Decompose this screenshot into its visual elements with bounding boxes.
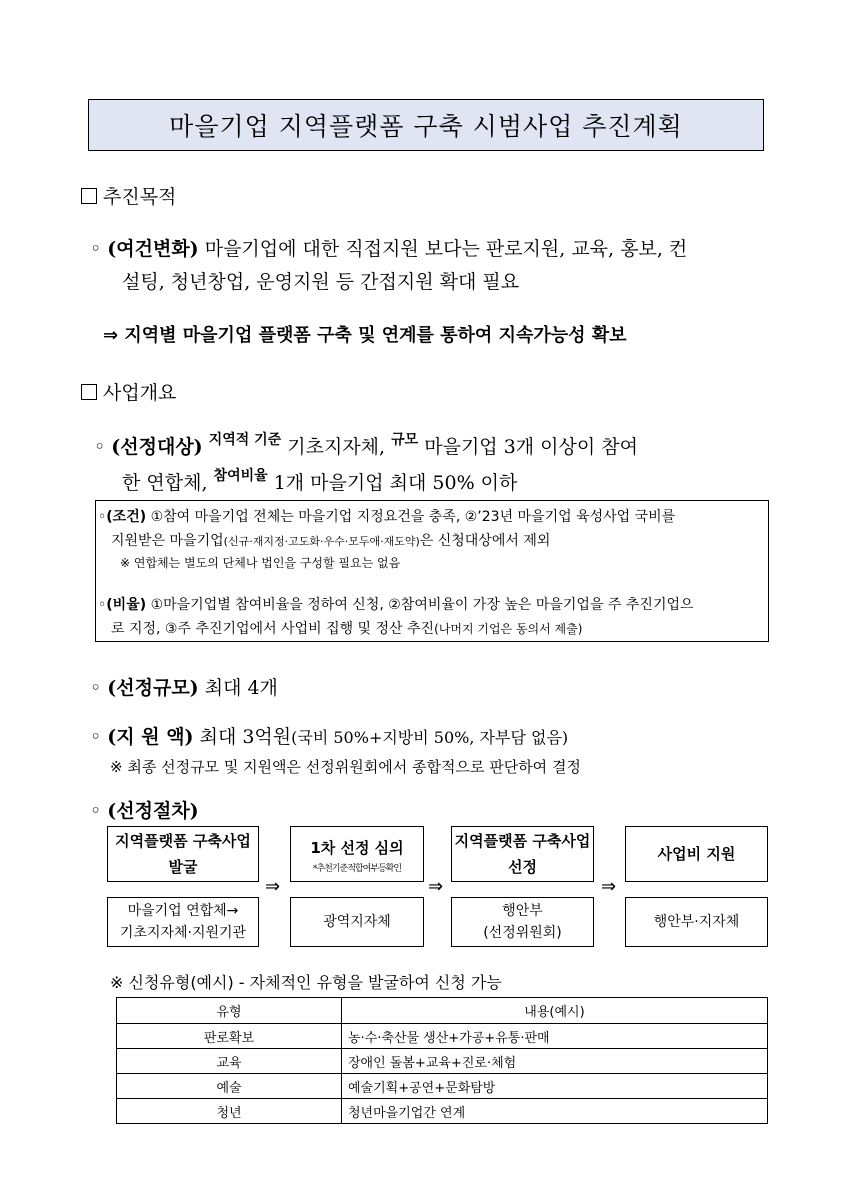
table-cell-type: 예술 (117, 1074, 342, 1099)
ratio-line1: ◦(비율) ①마을기업별 참여비율을 정하여 신청, ②참여비율이 가장 높은 마을기업을 주 추진기업으 (98, 597, 694, 613)
table-header-content: 내용(예시) (342, 998, 768, 1024)
selection-procedure: ◦ (선정절차) (90, 800, 199, 822)
table-cell-type: 판로확보 (117, 1024, 342, 1049)
table-header-row (117, 998, 768, 1024)
table-row (117, 1074, 768, 1099)
flow-step1-box: 지역플랫폼 구축사업 발굴 (107, 826, 259, 882)
section-header-purpose: 추진목적 (81, 182, 176, 209)
flow-step2-actor: 광역지자체 (290, 897, 424, 947)
table-cell-content: 예술기획+공연+문화탐방 (342, 1074, 768, 1099)
selection-target-line1: ◦ (선정대상) $^{지역적 기준}$ 기초지자체, $^{규모}$ 마을기업 3개 이상이 참여 (94, 432, 638, 458)
flow-step1-actor: 마을기업 연합체→ 기초지자체·지원기관 (107, 897, 259, 947)
table-row (117, 1049, 768, 1074)
table-cell-type: 청년 (117, 1099, 342, 1124)
condition-line2: 지원받은 마을기업(신규·재지정·고도화·우수·모두애·재도약)은 신청대상에서 제외 (111, 533, 551, 549)
types-table (116, 997, 768, 1124)
circle-bullet-icon: ◦ (90, 238, 102, 260)
amount-note: ※ 최종 선정규모 및 지원액은 선정위원회에서 종합적으로 판단하여 결정 (110, 758, 581, 776)
table-cell-content: 장애인 돌봄+교육+진로·체험 (342, 1049, 768, 1074)
square-bullet-icon (81, 188, 97, 204)
table-header-type: 유형 (117, 998, 342, 1024)
table-row (117, 1099, 768, 1124)
purpose-bullet-line2: 설팅, 청년창업, 운영지원 등 간접지원 확대 필요 (122, 271, 520, 293)
table-cell-content: 농·수·축산물 생산+가공+유통·판매 (342, 1024, 768, 1049)
ratio-line2: 로 지정, ③주 추진기업에서 사업비 집행 및 정산 추진(나머지 기업은 동의서 제출) (111, 621, 583, 637)
condition-line1: ◦(조건) ①참여 마을기업 전체는 마을기업 지정요건을 충족, ②’23년 마을기업 육성사업 국비를 (98, 509, 676, 525)
section-header-overview: 사업개요 (81, 378, 176, 405)
square-bullet-icon (81, 384, 97, 400)
table-cell-content: 청년마을기업간 연계 (342, 1099, 768, 1124)
selection-target-line2: 한 연합체, $^{참여비율}$ 1개 마을기업 최대 50% 이하 (122, 468, 518, 494)
flow-step3-box: 지역플랫폼 구축사업 선정 (451, 826, 594, 882)
flow-step4-actor: 행안부·지자체 (625, 897, 768, 947)
flow-step4-box: 사업비 지원 (625, 826, 768, 882)
selection-scale: ◦ (선정규모) 최대 4개 (90, 677, 278, 699)
support-amount: ◦ (지 원 액) 최대 3억원(국비 50%+지방비 50%, 자부담 없음) (90, 726, 569, 748)
types-note: ※ 신청유형(예시) - 자체적인 유형을 발굴하여 신청 가능 (110, 973, 502, 992)
circle-bullet-icon: ◦ (94, 436, 106, 458)
flow-arrow-icon: ⇒ (428, 876, 444, 897)
flow-arrow-icon: ⇒ (601, 876, 617, 897)
table-row (117, 1024, 768, 1049)
purpose-conclusion: ⇒ 지역별 마을기업 플랫폼 구축 및 연계를 통하여 지속가능성 확보 (103, 325, 627, 346)
page-title: 마을기업 지역플랫폼 구축 시범사업 추진계획 (88, 99, 764, 151)
flow-step2-box: 1차 선정 심의 *추천기준적합여부등확인 (290, 826, 424, 882)
condition-note: ※ 연합체는 별도의 단체나 법인을 구성할 필요는 없음 (120, 556, 401, 570)
flow-arrow-icon: ⇒ (265, 876, 281, 897)
flow-step3-actor: 행안부 (선정위원회) (451, 897, 594, 947)
table-cell-type: 교육 (117, 1049, 342, 1074)
purpose-bullet-line1: ◦ (여건변화) 마을기업에 대한 직접지원 보다는 판로지원, 교육, 홍보, 컨 (90, 238, 688, 260)
